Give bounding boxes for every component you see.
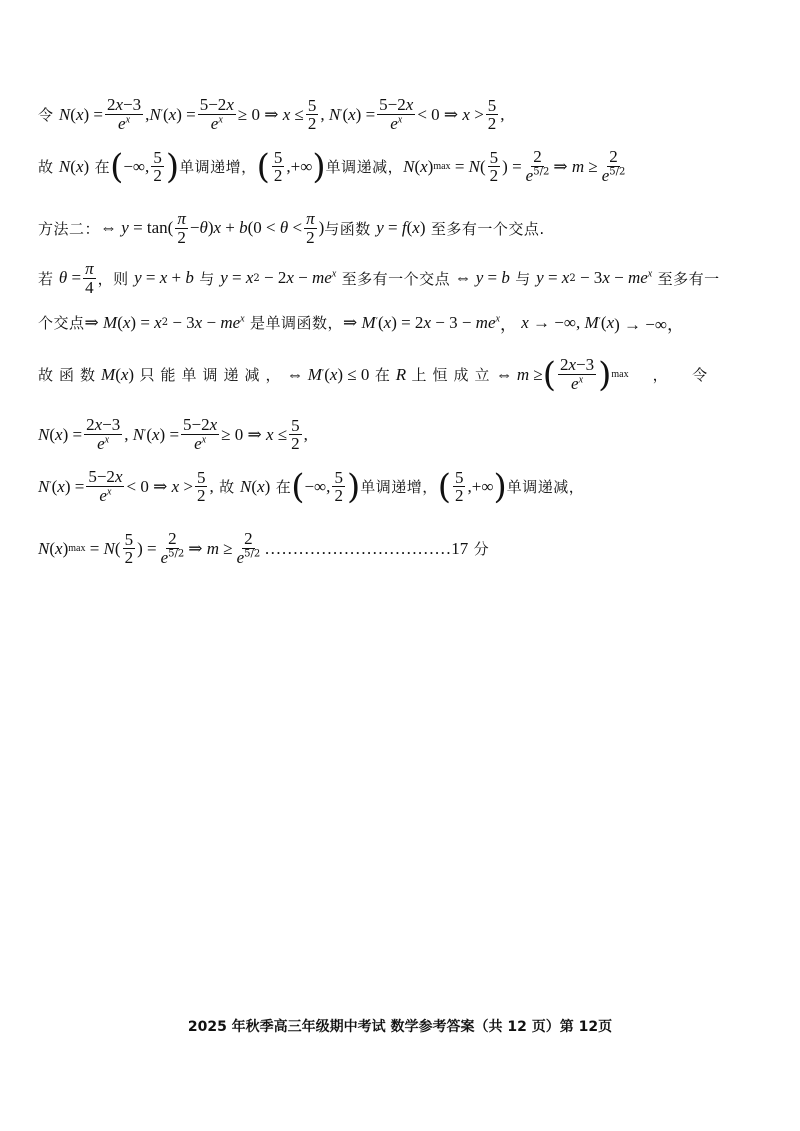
- page-footer: 2025 年秋季高三年级期中考试 数学参考答案（共 12 页）第 12页: [187, 1019, 613, 1035]
- math-line-9: N ( x ) max = N ( $\frac{5}{2}$ ) = $\frac{2}{e^{5/2}}$ ⇒ m ≥ $\frac{2}{e^{5/2}}$ ……………………………17 分: [38, 529, 490, 568]
- math-line-4: 若 θ = $\frac{\pi}{4}$ ，则 y = x + b 与 y = x 2 − 2 x − $me^x$ 至多有一个交点 ⇔ y = b 与 y = x 2 − 3 x − $me^x$ 至多有一: [38, 259, 720, 297]
- math-line-3: 方法二： ⇔ y = tan( $\frac{\pi}{2}$ − θ ) x + b (0 < θ < $\frac{\pi}{2}$ ) 与函数 y = f ( x ) 至多有一个交点.: [38, 209, 545, 247]
- math-line-8: N ′ ( x ) = $\frac{5-2x}{e^x}$ < 0 ⇒ x > $\frac{5}{2}$ , 故 N ( x ) 在 ( −∞, $\frac{5}{2}$ ) 单调递增， ( $\frac{5}{2}$ ,+∞ ) 单调递减，: [38, 466, 585, 507]
- math-line-2: 故 N ( x ) 在 ( −∞, $\frac{5}{2}$ ) 单调递增， ( $\frac{5}{2}$ ,+∞ ) 单调递减， N ( x ) max = N ( $\frac{5}{2}$ ) = $\frac{2}{e^{5/2}}$ ⇒ m ≥ $\frac{2}{e^{5/2}}$: [38, 146, 626, 187]
- math-line-6: 故函数 M ( x ) 只能单调递减， ⇔ M ′ ( x ) ≤ 0 在 R 上恒成立 ⇔ m ≥ ( $\frac{2x-3}{e^x}$ ) max ， 令: [38, 354, 708, 395]
- math-line-7: N ( x ) = $\frac{2x-3}{e^x}$ , N ′ ( x ) = $\frac{5-2x}{e^x}$ ≥ 0 ⇒ x ≤ $\frac{5}{2}$ ,: [38, 415, 308, 454]
- math-line-5: 个交点 ⇒ M ( x ) = x 2 − 3 x − $me^x$ 是单调函数， ⇒ M ′ ( x ) = 2 x − 3 − $me^x$ ， x → −∞, M ′ ( x ) → −∞，: [38, 312, 685, 334]
- math-line-1: 令 N ( x ) = $\frac{2x-3}{e^x}$ , N ′ ( x ) = $\frac{5-2x}{e^x}$ ≥ 0 ⇒ x ≤ $\frac{5}{2}$ , N ′ ( x ) = $\frac{5-2x}{e^x}$ < 0 ⇒ x > $\frac{5}{2}$ ,: [38, 95, 505, 134]
